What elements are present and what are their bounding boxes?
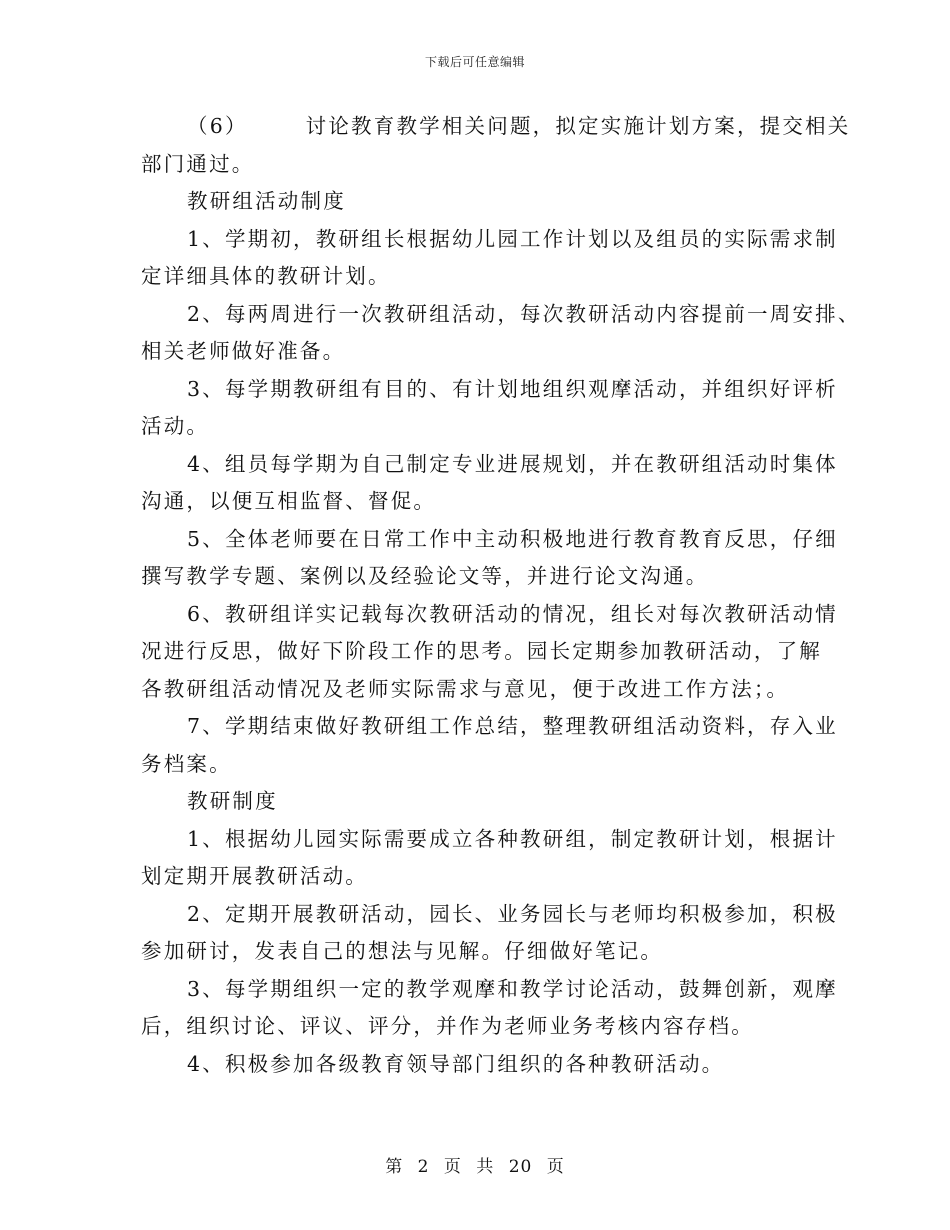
s1-item-6-line-2: 况进行反思，做好下阶段工作的思考。园长定期参加教研活动，了解 <box>141 639 822 663</box>
s2-item-2-line-2: 参加研讨，发表自己的想法与见解。仔细做好笔记。 <box>141 939 664 963</box>
current-page-number: 2 <box>417 1157 430 1177</box>
footer-page-word: 页 <box>443 1157 462 1177</box>
s1-item-2-line-1: 2、每两周进行一次教研组活动，每次教研活动内容提前一周安排、 <box>187 301 861 326</box>
section-title-activity-system: 教研组活动制度 <box>187 189 346 213</box>
s1-item-6-line-3: 各教研组活动情况及老师实际需求与意见，便于改进工作方法；。 <box>141 676 790 701</box>
page-header: 下载后可任意编辑 <box>424 55 525 69</box>
s1-item-6-line-1: 6、教研组详实记载每次教研活动的情况，组长对每次教研活动情 <box>187 601 838 626</box>
footer-prefix: 第 <box>385 1157 404 1177</box>
s1-item-1-line-1: 1、学期初，教研组长根据幼儿园工作计划以及组员的实际需求制 <box>187 226 838 251</box>
s2-item-3-line-2: 后，组织讨论、评议、评分，并作为老师业务考核内容存档。 <box>141 1014 754 1038</box>
s2-item-3-line-1: 3、每学期组织一定的教学观摩和教学讨论活动，鼓舞创新，观摩 <box>187 976 838 1001</box>
s2-item-1-line-1: 1、根据幼儿园实际需要成立各种教研组，制定教研计划，根据计 <box>187 826 838 851</box>
document-body <box>141 108 861 1083</box>
s1-item-1-line-2: 定详细具体的教研计划。 <box>141 264 391 288</box>
s2-item-2-line-1: 2、定期开展教研活动，园长、业务园长与老师均积极参加，积极 <box>187 901 838 926</box>
footer-suffix: 页 <box>546 1157 565 1177</box>
s2-item-1-line-2: 划定期开展教研活动。 <box>141 864 368 888</box>
s1-item-7-line-2: 务档案。 <box>141 751 232 776</box>
s1-item-2-line-2: 相关老师做好准备。 <box>141 339 346 363</box>
section-title-research-system: 教研制度 <box>187 789 278 813</box>
page-footer <box>0 1152 950 1177</box>
s1-item-5-line-1: 5、全体老师要在日常工作中主动积极地进行教育教育反思，仔细 <box>187 526 838 551</box>
s1-item-4-line-2: 沟通，以便互相监督、督促。 <box>141 489 437 513</box>
paragraph-6-line-1 <box>141 108 851 146</box>
s1-item-3-line-2: 活动。 <box>141 414 210 438</box>
s1-item-7-line-1: 7、学期结束做好教研组工作总结，整理教研组活动资料，存入业 <box>187 714 838 738</box>
s2-item-4-line-1: 4、积极参加各级教育领导部门组织的各种教研活动。 <box>187 1051 725 1076</box>
s1-item-3-line-1: 3、每学期教研组有目的、有计划地组织观摩活动，并组织好评析 <box>187 376 838 401</box>
item-number: （6） <box>187 114 248 138</box>
footer-total-word: 共 <box>476 1157 495 1177</box>
s1-item-4-line-1: 4、组员每学期为自己制定专业进展规划，并在教研组活动时集体 <box>187 451 838 476</box>
total-page-number: 20 <box>508 1157 533 1177</box>
s1-item-5-line-2: 撰写教学专题、案例以及经验论文等，并进行论文沟通。 <box>141 564 709 588</box>
paragraph-text: 讨论教育教学相关问题，拟定实施计划方案，提交相关 <box>305 114 851 138</box>
paragraph-6-line-2: 部门通过。 <box>141 151 255 176</box>
